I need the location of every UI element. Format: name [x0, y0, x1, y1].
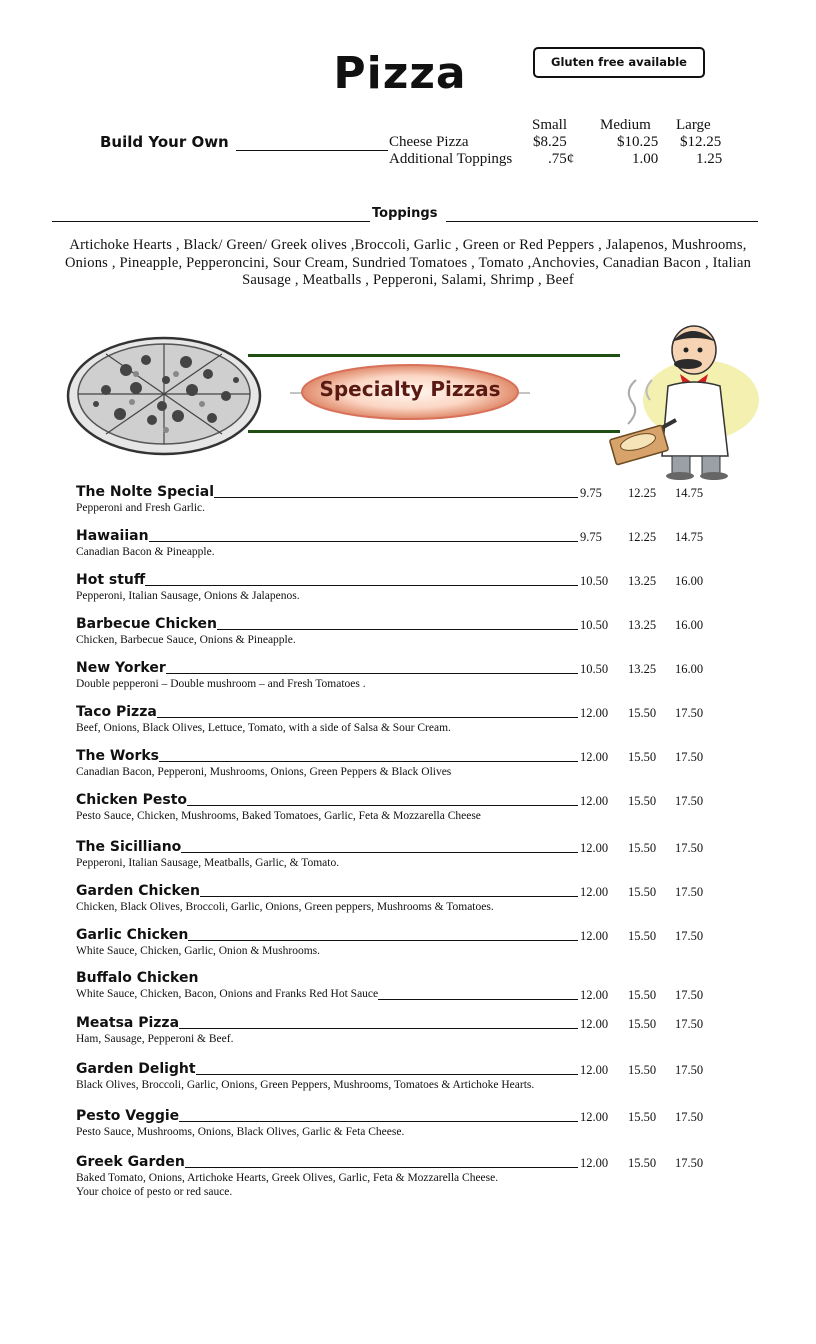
pizza-illustration-icon — [66, 330, 266, 458]
menu-item-description: Baked Tomato, Onions, Artichoke Hearts, Greek Olives, Garlic, Feta & Mozzarella Cheese. — [76, 1172, 499, 1184]
menu-item-price-large: 17.50 — [675, 841, 704, 855]
menu-item — [0, 839, 816, 881]
menu-item — [0, 1154, 816, 1196]
menu-item-price-small: 9.75 — [580, 486, 602, 500]
menu-item-name: Chicken Pesto — [76, 792, 188, 808]
menu-item-price-medium: 13.25 — [628, 574, 657, 588]
menu-item-price-large: 16.00 — [675, 662, 704, 676]
menu-item-price-large: 17.50 — [675, 794, 704, 808]
menu-item-rule — [166, 673, 578, 674]
menu-item-description: Chicken, Barbecue Sauce, Onions & Pineapple. — [76, 634, 296, 646]
menu-item-name: New Yorker — [76, 660, 166, 676]
page-title: Pizza — [333, 48, 467, 99]
menu-item-price-medium: 15.50 — [628, 841, 657, 855]
menu-item-price-large: 17.50 — [675, 1110, 704, 1124]
menu-item-description: White Sauce, Chicken, Garlic, Onion & Mushrooms. — [76, 945, 321, 957]
menu-item-price-large: 17.50 — [675, 1017, 704, 1031]
menu-item — [0, 970, 816, 1012]
specialty-banner-title: Specialty Pizzas — [319, 377, 501, 401]
menu-item-price-small: 12.00 — [580, 1017, 609, 1031]
menu-item — [0, 748, 816, 790]
size-header-small: Small — [532, 117, 568, 133]
menu-item-price-medium: 15.50 — [628, 929, 657, 943]
menu-item — [0, 616, 816, 658]
menu-item-name: The Nolte Special — [76, 484, 215, 500]
menu-item-price-medium: 15.50 — [628, 988, 657, 1002]
menu-item-name: Garden Chicken — [76, 883, 200, 899]
banner-line-top — [248, 354, 620, 357]
menu-item-description: Pesto Sauce, Chicken, Mushrooms, Baked Tomatoes, Garlic, Feta & Mozzarella Cheese — [76, 810, 481, 822]
menu-item-price-medium: 12.25 — [628, 486, 657, 500]
menu-item-price-medium: 13.25 — [628, 618, 657, 632]
menu-item-rule — [378, 999, 578, 1000]
menu-item-rule — [157, 717, 578, 718]
banner-line-bottom — [248, 430, 620, 433]
menu-item-rule — [200, 896, 578, 897]
menu-item-price-small: 12.00 — [580, 794, 609, 808]
menu-item-name: Garden Delight — [76, 1061, 196, 1077]
menu-item-description: Pepperoni and Fresh Garlic. — [76, 502, 206, 514]
menu-item-rule — [149, 541, 578, 542]
specialty-banner — [290, 358, 530, 428]
menu-item-price-large: 14.75 — [675, 530, 704, 544]
menu-item-name: Taco Pizza — [76, 704, 157, 720]
menu-item-price-large: 17.50 — [675, 929, 704, 943]
menu-item-name: Pesto Veggie — [76, 1108, 180, 1124]
menu-item-price-small: 10.50 — [580, 574, 609, 588]
menu-item-name: Buffalo Chicken — [76, 970, 199, 986]
menu-item-price-large: 17.50 — [675, 706, 704, 720]
menu-item — [0, 572, 816, 614]
menu-item-price-large: 16.00 — [675, 574, 704, 588]
build-your-own-label: Build Your Own — [100, 133, 229, 151]
menu-item-rule — [217, 629, 578, 630]
menu-item-price-small: 12.00 — [580, 750, 609, 764]
menu-item-description: Pepperoni, Italian Sausage, Meatballs, Garlic, & Tomato. — [76, 857, 340, 869]
menu-item-description: Canadian Bacon & Pineapple. — [76, 546, 215, 558]
menu-item-price-small: 10.50 — [580, 618, 609, 632]
menu-item-description: Chicken, Black Olives, Broccoli, Garlic, Onions, Green peppers, Mushrooms & Tomatoes. — [76, 901, 494, 913]
menu-item-name: The Sicilliano — [76, 839, 182, 855]
menu-item-description: Ham, Sausage, Pepperoni & Beef. — [76, 1033, 234, 1045]
menu-item-price-large: 14.75 — [675, 486, 704, 500]
menu-item-price-small: 12.00 — [580, 1063, 609, 1077]
cheese-pizza-medium: $10.25 — [617, 134, 659, 150]
menu-item-price-large: 16.00 — [675, 618, 704, 632]
menu-item-name: The Works — [76, 748, 159, 764]
menu-item-price-medium: 13.25 — [628, 662, 657, 676]
menu-item — [0, 927, 816, 969]
menu-item-rule — [145, 585, 578, 586]
menu-item — [0, 792, 816, 834]
menu-item-price-medium: 15.50 — [628, 1156, 657, 1170]
menu-item — [0, 1061, 816, 1103]
menu-item-rule — [181, 852, 578, 853]
menu-item-rule — [214, 497, 578, 498]
menu-item — [0, 528, 816, 570]
menu-item-price-small: 12.00 — [580, 841, 609, 855]
menu-item-name: Garlic Chicken — [76, 927, 189, 943]
menu-item-price-medium: 15.50 — [628, 750, 657, 764]
menu-item — [0, 484, 816, 526]
menu-item — [0, 704, 816, 746]
menu-item-price-medium: 12.25 — [628, 530, 657, 544]
menu-item-price-small: 12.00 — [580, 988, 609, 1002]
menu-item-rule — [188, 940, 578, 941]
menu-item — [0, 1108, 816, 1150]
menu-item-rule — [196, 1074, 578, 1075]
menu-item-price-small: 12.00 — [580, 1156, 609, 1170]
build-your-own-rule — [236, 150, 388, 151]
menu-item-description: Double pepperoni – Double mushroom – and Fresh Tomatoes . — [76, 678, 366, 690]
menu-item-price-small: 10.50 — [580, 662, 609, 676]
menu-item — [0, 1015, 816, 1057]
menu-item-price-small: 12.00 — [580, 885, 609, 899]
cheese-pizza-small: $8.25 — [533, 134, 567, 150]
menu-item-rule — [185, 1167, 578, 1168]
size-header-medium: Medium — [600, 117, 651, 133]
menu-item-price-medium: 15.50 — [628, 794, 657, 808]
menu-item-description-extra: Your choice of pesto or red sauce. — [76, 1186, 233, 1198]
additional-toppings-small: .75¢ — [548, 151, 575, 167]
toppings-rule-left — [52, 221, 370, 222]
menu-item-price-large: 17.50 — [675, 885, 704, 899]
menu-item-name: Barbecue Chicken — [76, 616, 217, 632]
gluten-free-badge: Gluten free available — [533, 47, 705, 78]
chef-illustration-icon — [606, 320, 760, 482]
cheese-pizza-large: $12.25 — [680, 134, 722, 150]
menu-item-price-medium: 15.50 — [628, 1017, 657, 1031]
menu-item-description: Pepperoni, Italian Sausage, Onions & Jalapenos. — [76, 590, 300, 602]
toppings-rule-right — [446, 221, 758, 222]
menu-item-price-large: 17.50 — [675, 988, 704, 1002]
menu-item-rule — [179, 1028, 578, 1029]
menu-item-rule — [187, 805, 578, 806]
menu-item-price-small: 9.75 — [580, 530, 602, 544]
menu-item-price-medium: 15.50 — [628, 885, 657, 899]
size-header-large: Large — [676, 117, 711, 133]
menu-item-price-medium: 15.50 — [628, 706, 657, 720]
menu-item-name: Hot stuff — [76, 572, 146, 588]
additional-toppings-medium: 1.00 — [632, 151, 659, 167]
menu-item-name: Hawaiian — [76, 528, 149, 544]
menu-item-description: Black Olives, Broccoli, Garlic, Onions, Green Peppers, Mushrooms, Tomatoes & Artichoke Hearts. — [76, 1079, 535, 1091]
menu-item-price-medium: 15.50 — [628, 1110, 657, 1124]
menu-item-name: Greek Garden — [76, 1154, 185, 1170]
menu-item-description: Pesto Sauce, Mushrooms, Onions, Black Olives, Garlic & Feta Cheese. — [76, 1126, 405, 1138]
toppings-title: Toppings — [372, 206, 438, 221]
menu-item-name: Meatsa Pizza — [76, 1015, 180, 1031]
menu-item-description: Canadian Bacon, Pepperoni, Mushrooms, Onions, Green Peppers & Black Olives — [76, 766, 452, 778]
menu-item-price-large: 17.50 — [675, 1156, 704, 1170]
menu-item — [0, 660, 816, 702]
additional-toppings-large: 1.25 — [696, 151, 723, 167]
menu-item — [0, 883, 816, 925]
menu-item-description: White Sauce, Chicken, Bacon, Onions and Franks Red Hot Sauce — [76, 988, 379, 1000]
menu-item-price-large: 17.50 — [675, 1063, 704, 1077]
menu-item-price-large: 17.50 — [675, 750, 704, 764]
additional-toppings-label: Additional Toppings — [389, 151, 513, 167]
menu-item-price-medium: 15.50 — [628, 1063, 657, 1077]
menu-item-rule — [179, 1121, 578, 1122]
cheese-pizza-label: Cheese Pizza — [389, 134, 469, 150]
menu-item-price-small: 12.00 — [580, 706, 609, 720]
menu-item-price-small: 12.00 — [580, 929, 609, 943]
menu-item-description: Beef, Onions, Black Olives, Lettuce, Tomato, with a side of Salsa & Sour Cream. — [76, 722, 451, 734]
menu-item-price-small: 12.00 — [580, 1110, 609, 1124]
menu-item-rule — [159, 761, 578, 762]
toppings-list: Artichoke Hearts , Black/ Green/ Greek olives ,Broccoli, Garlic , Green or Red Peppers , Jalapenos, Mushrooms, Onions , Pineapple, Pepperoncini, Sour Cream, Sundried Tomatoes , Tomato ,Anchovies, Canadian Bacon , Italian Sausage , Meatballs , Pepperoni, Salami, Shrimp , Beef — [64, 237, 752, 288]
